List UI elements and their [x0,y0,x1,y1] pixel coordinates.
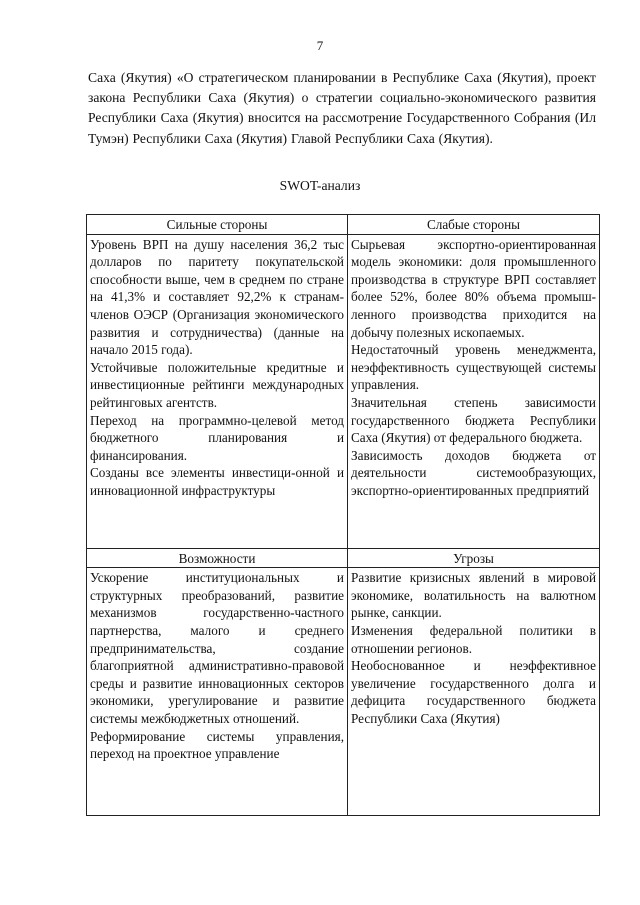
strength-item: Переход на программно-целевой метод бюджетного планирования и финансирования. [90,412,344,463]
threat-item: Изменения федеральной политики в отношении регионов. [351,622,596,656]
swot-row-strengths-weaknesses [87,234,600,548]
header-opportunities: Возможности [87,548,348,568]
swot-row-opportunities-threats [87,568,600,816]
weakness-item: Недостаточный уровень менеджмента, неэффективность существующей системы управления. [351,342,596,393]
weakness-item: Зависимость доходов бюджета от деятельности системообразующих, экспортно-ориентированных предприятий [351,447,596,498]
threats-cell [348,568,600,816]
weakness-item: Значительная степень зависимости государственного бюджета Республики Саха (Якутия) от федерального бюджета. [351,394,596,446]
opportunities-cell [87,568,348,816]
header-threats: Угрозы [348,548,600,568]
header-weaknesses: Слабые стороны [348,215,600,235]
strength-item: Уровень ВРП на душу населения 36,2 тыс долларов по паритету покупательской способности выше, чем в среднем по стране на 41,3% и составляет 92,2% к странам-членов ОЭСР (Организация экономического развития и сотрудничества) (данные на начало 2015 года). [90,236,344,358]
weaknesses-cell [348,234,600,548]
strength-item: Созданы все элементы инвестици-онной и инновационной инфраструктуры [90,465,344,498]
strengths-cell [87,234,348,548]
strength-item: Устойчивые положительные кредитные и инвестиционные рейтинги международных рейтинговых агентств. [90,359,344,410]
header-strengths: Сильные стороны [87,215,348,235]
swot-header-row-bottom [87,548,600,568]
page-number: 7 [316,38,324,53]
swot-heading: SWOT-анализ [279,178,361,193]
threat-item: Развитие кризисных явлений в мировой экономике, волатильность на валютном рынке, санкции. [351,570,596,621]
opportunity-item: Реформирование системы управления, переход на проектное управление [90,728,344,762]
swot-table [86,214,600,816]
weakness-item: Сырьевая экспортно-ориентированная модель экономики: доля промышленного производства в структуре ВРП составляет более 52%, более 80% объема промыш-ленного производства приходится на добычу полезных ископаемых. [351,236,596,340]
intro-paragraph: Саха (Якутия) «О стратегическом планировании в Республике Саха (Якутия), проект закона Республики Саха (Якутия) о стратегии социально-экономического развития Республики Саха (Якутия) вносится на рассмотрение Государственного Собрания (Ил Тумэн) Республики Саха (Якутия) Главой Республики Саха (Якутия). [88,70,596,146]
swot-header-row-top [87,215,600,235]
threat-item: Необоснованное и неэффективное увеличение государственного долга и дефицита государственного бюджета Республики Саха (Якутия) [351,658,596,726]
opportunity-item: Ускорение институциональных и структурных преобразований, развитие механизмов государственно-частного партнерства, малого и среднего предпринимательства, создание благоприятной административно-правовой среды и развитие инновационных секторов экономики, урегулирование и развитие системы межбюджетных отношений. [90,570,344,726]
